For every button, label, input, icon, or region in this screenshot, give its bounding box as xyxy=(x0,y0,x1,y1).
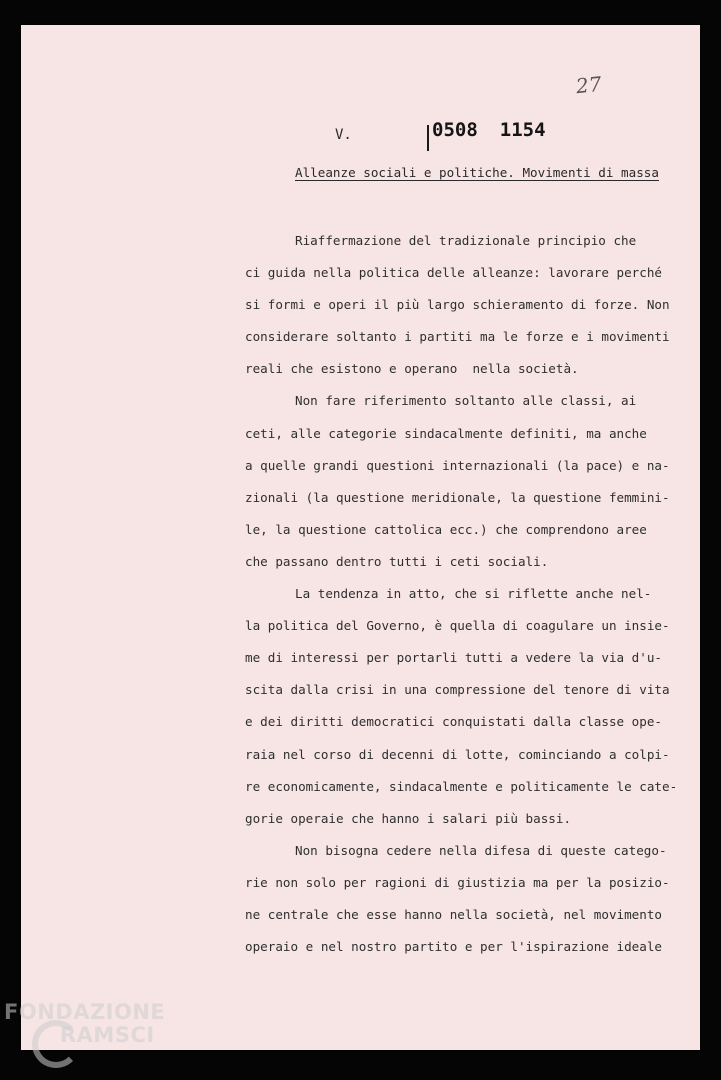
text-line: considerare soltanto i partiti ma le forze e i movimenti xyxy=(245,329,670,345)
text-line: scita dalla crisi in una compressione del tenore di vita xyxy=(245,682,670,698)
text-line: La tendenza in atto, che si riflette anche nel- xyxy=(295,586,652,602)
text-line: e dei diritti democratici conquistati dalla classe ope- xyxy=(245,714,663,730)
watermark-line-1: FONDAZIONE xyxy=(4,1000,166,1024)
text-line: rie non solo per ragioni di giustizia ma per la posizio- xyxy=(245,874,670,890)
body-text xyxy=(245,225,678,963)
text-line: la politica del Governo, è quella di coagulare un insie- xyxy=(245,618,670,634)
text-line: che passano dentro tutti i ceti sociali. xyxy=(245,553,549,569)
section-heading: Alleanze sociali e politiche. Movimenti di massa xyxy=(295,165,659,180)
text-line: a quelle grandi questioni internazionali (la pace) e na- xyxy=(245,457,670,473)
stamp-number-b: 1154 xyxy=(499,119,546,141)
text-line: Non bisogna cedere nella difesa di queste catego- xyxy=(295,842,667,858)
text-line: ceti, alle categorie sindacalmente definiti, ma anche xyxy=(245,425,647,441)
section-number: V. xyxy=(335,127,352,143)
fondazione-gramsci-watermark-logo xyxy=(4,1000,179,1080)
text-line: ne centrale che esse hanno nella società, nel movimento xyxy=(245,906,663,922)
text-line: operaio e nel nostro partito e per l'ispirazione ideale xyxy=(245,939,663,955)
text-line: ci guida nella politica delle alleanze: lavorare perché xyxy=(245,265,663,281)
document-page xyxy=(21,25,700,1050)
text-line: reali che esistono e operano nella società. xyxy=(245,361,579,377)
text-line: gorie operaie che hanno i salari più bassi. xyxy=(245,810,572,826)
archive-stamp xyxy=(432,119,546,141)
watermark-line-2: RAMSCI xyxy=(60,1023,155,1047)
text-line: Riaffermazione del tradizionale principio che xyxy=(295,233,637,248)
stamp-number-a: 0508 xyxy=(432,119,478,141)
text-line: re economicamente, sindacalmente e politicamente le cate- xyxy=(245,778,678,794)
text-line: zionali (la questione meridionale, la questione femmini- xyxy=(245,489,670,505)
handwritten-folio-number: 27 xyxy=(574,71,603,99)
text-line: raia nel corso di decenni di lotte, cominciando a colpi- xyxy=(245,746,670,762)
text-line: si formi e operi il più largo schieramento di forze. Non xyxy=(245,297,670,313)
page-header xyxy=(21,71,700,155)
text-line: Non fare riferimento soltanto alle classi, ai xyxy=(295,393,637,409)
stamp-mark xyxy=(427,125,429,151)
text-line: le, la questione cattolica ecc.) che comprendono aree xyxy=(245,521,647,537)
text-line: me di interessi per portarli tutti a vedere la via d'u- xyxy=(245,650,663,666)
